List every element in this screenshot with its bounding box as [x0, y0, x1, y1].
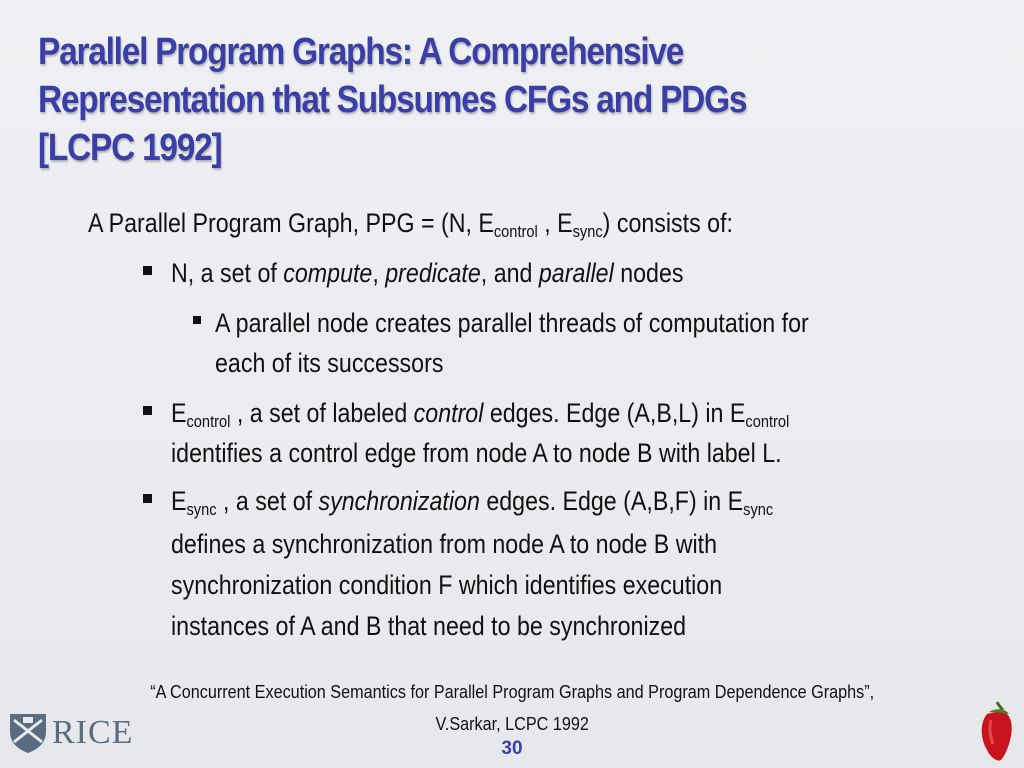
sub-bullet-line-2: each of its successors: [215, 348, 444, 378]
bullet-sync-line-1: $E_{sync}$ , a set of synchronization edges. Edge (A,B,F) in $E_{sync}$: [171, 486, 774, 519]
bullet-nodes: N, a set of compute, predicate, and parallel nodes: [171, 258, 684, 288]
title-line-2: Representation that Subsumes CFGs and PDGs: [38, 79, 747, 121]
bullet-marker: [143, 494, 152, 503]
bullet-marker: [143, 406, 152, 415]
chili-pepper-icon: [975, 700, 1019, 764]
rice-logo: [8, 712, 133, 754]
logo-text: RICE: [52, 714, 134, 751]
intro-text: A Parallel Program Graph, PPG = (N, $E_{control}$ , $E_{sync}$) consists of:: [88, 208, 733, 241]
citation-line-2: V.Sarkar, LCPC 1992: [435, 714, 589, 734]
bullet-sync-line-4: instances of A and B that need to be synchronized: [171, 611, 687, 641]
bullet-sync-line-3: synchronization condition F which identifies execution: [171, 570, 723, 600]
bullet-marker: [143, 266, 152, 275]
title-line-3: [LCPC 1992]: [38, 127, 222, 169]
page-number: 30: [501, 738, 523, 759]
rice-shield-icon: [8, 712, 48, 754]
bullet-sync-line-2: defines a synchronization from node A to node B with: [171, 529, 718, 559]
title-line-1: Parallel Program Graphs: A Comprehensive: [38, 31, 684, 73]
sub-bullet-marker: [193, 316, 201, 324]
citation-line-1: “A Concurrent Execution Semantics for Parallel Program Graphs and Program Dependence Graphs”,: [150, 682, 874, 702]
sub-bullet-line-1: A parallel node creates parallel threads of computation for: [215, 308, 809, 338]
bullet-control-line-1: $E_{control}$ , a set of labeled control edges. Edge (A,B,L) in $E_{control}$: [171, 398, 790, 431]
bullet-control-line-2: identifies a control edge from node A to node B with label L.: [171, 438, 782, 468]
